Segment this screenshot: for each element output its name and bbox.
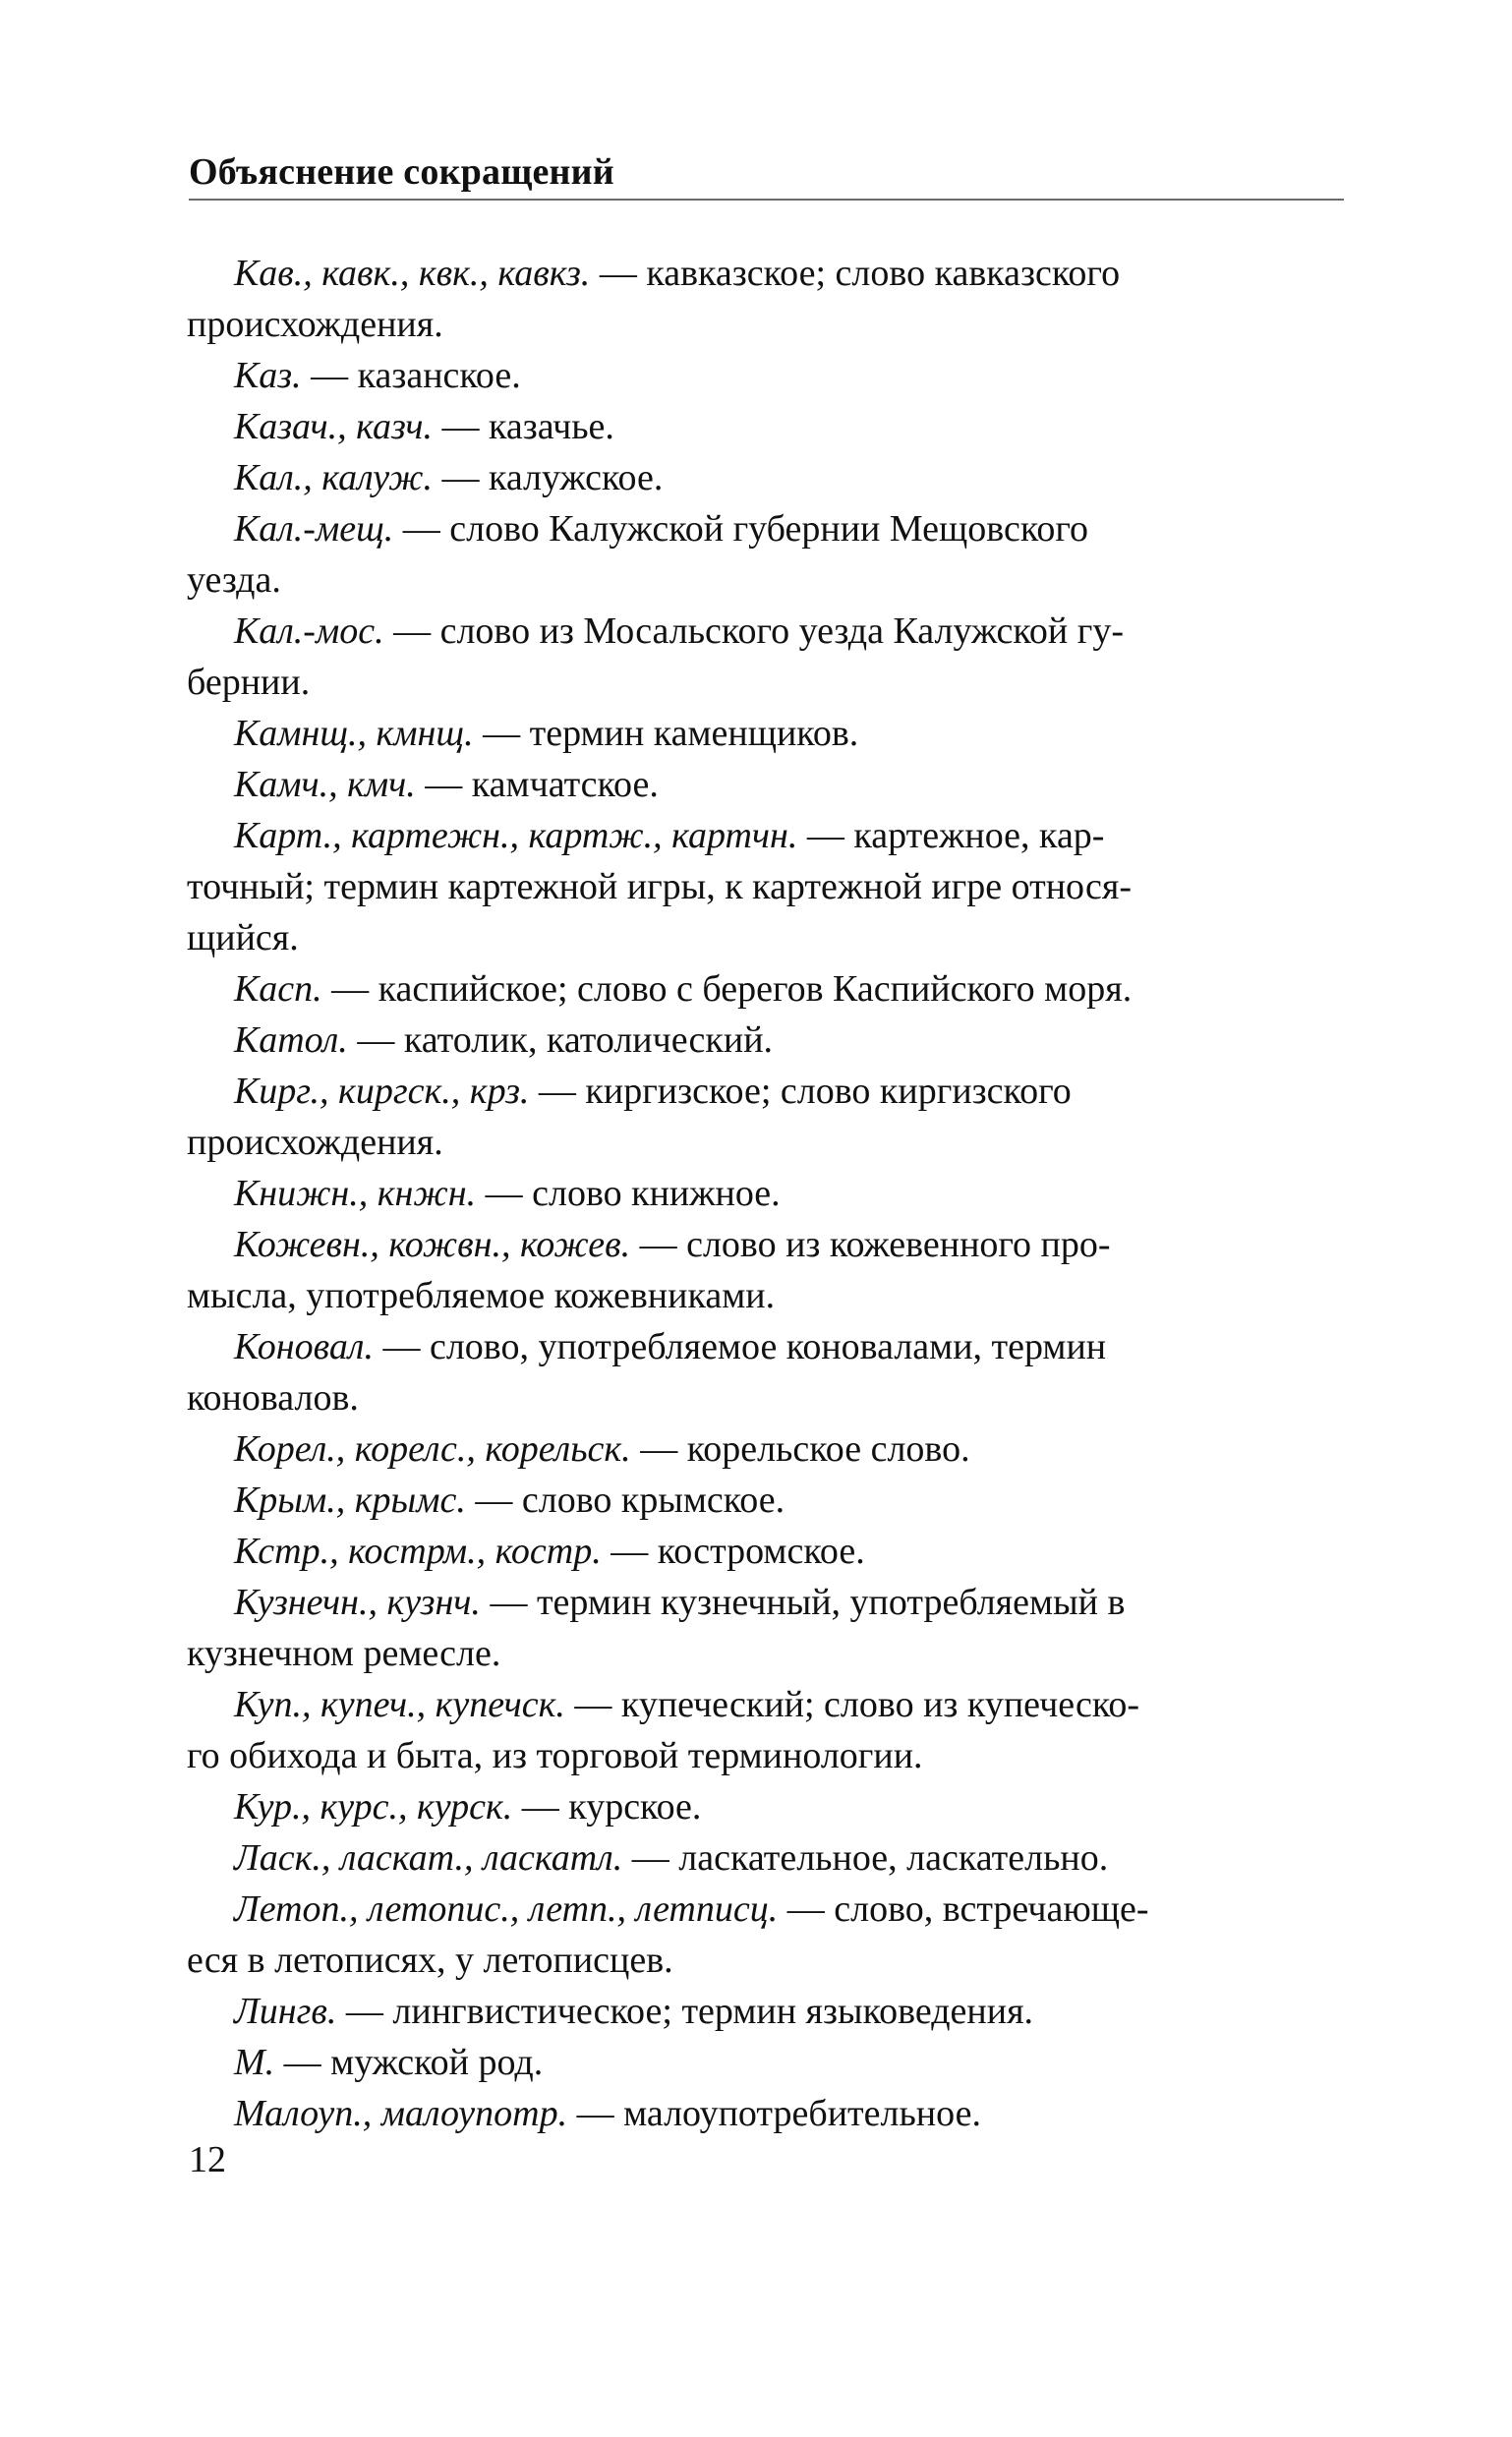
abbreviation-term: Кузнечн., кузнч. — [234, 1582, 481, 1623]
list-item — [234, 1168, 1293, 1219]
abbreviation-definition-cont: еся в летописях, у летописцев. — [187, 1940, 673, 1981]
list-item — [234, 810, 1293, 861]
abbreviation-definition-cont: точный; термин картежной игры, к картежной игре относя- — [187, 866, 1133, 907]
abbreviation-definition: — казанское. — [301, 355, 521, 396]
abbreviation-definition-cont: бернии. — [187, 662, 311, 703]
abbreviation-term: Кур., курс., курск. — [234, 1786, 513, 1828]
abbreviation-definition: — слово из кожевенного про- — [630, 1224, 1111, 1265]
abbreviation-definition: — слово, встречающе- — [778, 1888, 1149, 1930]
list-item — [234, 401, 1293, 452]
abbreviation-definition-cont: мысла, употребляемое кожевниками. — [187, 1275, 776, 1316]
abbreviation-term: Кал.-мещ. — [234, 508, 394, 550]
list-item-continuation — [187, 554, 1293, 606]
list-item — [234, 452, 1293, 503]
list-item-continuation — [187, 299, 1293, 350]
list-item — [234, 1526, 1293, 1577]
list-item-continuation — [187, 1628, 1293, 1679]
list-item-continuation — [187, 1270, 1293, 1321]
list-item — [234, 248, 1293, 299]
abbreviation-term: Кирг., киргск., крз. — [234, 1071, 530, 1112]
abbreviation-term: Касп. — [234, 968, 322, 1010]
abbreviation-list — [187, 248, 1293, 2139]
list-item-continuation — [187, 861, 1293, 912]
abbreviation-term: Кал.-мос. — [234, 610, 384, 652]
list-item — [234, 1475, 1293, 1526]
abbreviation-definition: — термин кузнечный, употребляемый в — [480, 1582, 1126, 1623]
abbreviation-definition: — кавказское; слово кавказского — [590, 253, 1121, 294]
abbreviation-definition: — картежное, кар- — [797, 815, 1105, 856]
list-item — [234, 1832, 1293, 1884]
list-item — [234, 1321, 1293, 1372]
list-item — [234, 1781, 1293, 1832]
abbreviation-definition: — слово, употребляемое коновалами, термин — [373, 1326, 1107, 1367]
abbreviation-definition-cont: го обихода и быта, из торговой терминологии. — [187, 1735, 923, 1776]
abbreviation-term: Камч., кмч. — [234, 764, 416, 805]
list-item-continuation — [187, 657, 1293, 708]
abbreviation-definition: — католик, католический. — [347, 1019, 774, 1061]
abbreviation-definition: — корельское слово. — [630, 1428, 970, 1470]
abbreviation-definition: — камчатское. — [415, 764, 659, 805]
abbreviation-definition: — казачье. — [432, 406, 614, 447]
list-item — [234, 1986, 1293, 2037]
list-item — [234, 1423, 1293, 1475]
abbreviation-definition: — слово книжное. — [476, 1173, 781, 1214]
abbreviation-term: Карт., картежн., картж., картчн. — [234, 815, 798, 856]
abbreviation-definition: — купеческий; слово из купеческо- — [564, 1684, 1140, 1725]
list-item — [234, 606, 1293, 657]
abbreviation-term: Летоп., летопис., летп., летписц. — [234, 1888, 779, 1930]
abbreviation-definition-cont: коновалов. — [187, 1377, 359, 1419]
abbreviation-definition-cont: происхождения. — [187, 304, 443, 345]
abbreviation-term: Кожевн., кожвн., кожев. — [234, 1224, 631, 1265]
abbreviation-definition-cont: щийся. — [187, 917, 299, 958]
abbreviation-definition: — костромское. — [601, 1531, 865, 1572]
abbreviation-term: Кстр., кострм., костр. — [234, 1531, 602, 1572]
abbreviation-term: М. — [234, 2042, 275, 2083]
list-item-continuation — [187, 912, 1293, 963]
abbreviation-term: Кав., кавк., квк., кавкз. — [234, 253, 591, 294]
list-item — [234, 759, 1293, 810]
abbreviation-term: Корел., корелс., корельск. — [234, 1428, 631, 1470]
abbreviation-definition: — курское. — [512, 1786, 702, 1828]
abbreviation-term: Кал., калуж. — [234, 457, 433, 498]
page-number: 12 — [189, 2139, 226, 2180]
abbreviation-definition: — малоупотребительное. — [567, 2093, 981, 2134]
abbreviation-definition: — киргизское; слово киргизского — [529, 1071, 1072, 1112]
abbreviation-definition: — лингвистическое; термин языковедения. — [336, 1991, 1034, 2032]
abbreviation-term: Малоуп., малоупотр. — [234, 2093, 568, 2134]
abbreviation-definition: — ласкательное, ласкательно. — [622, 1837, 1109, 1879]
abbreviation-definition-cont: происхождения. — [187, 1122, 443, 1163]
list-item-continuation — [187, 1730, 1293, 1781]
abbreviation-definition: — мужской род. — [274, 2042, 544, 2083]
list-item-continuation — [187, 1372, 1293, 1423]
list-item-continuation — [187, 1117, 1293, 1168]
abbreviation-term: Куп., купеч., купечск. — [234, 1684, 565, 1725]
list-item — [234, 2088, 1293, 2139]
list-item — [234, 1066, 1293, 1117]
abbreviation-definition: — слово из Мосальского уезда Калужской гу- — [383, 610, 1124, 652]
abbreviation-term: Лингв. — [234, 1991, 337, 2032]
list-item — [234, 1884, 1293, 1935]
abbreviation-definition: — слово крымское. — [465, 1480, 785, 1521]
list-item — [234, 963, 1293, 1015]
list-item-continuation — [187, 1935, 1293, 1986]
abbreviation-term: Коновал. — [234, 1326, 374, 1367]
list-item — [234, 1577, 1293, 1628]
page-title: Объяснение сокращений — [189, 151, 614, 193]
list-item — [234, 1219, 1293, 1270]
abbreviation-definition: — термин каменщиков. — [473, 713, 859, 754]
running-head — [189, 149, 1344, 201]
list-item — [234, 503, 1293, 554]
abbreviation-term: Камнщ., кмнщ. — [234, 713, 474, 754]
abbreviation-term: Ласк., ласкат., ласкатл. — [234, 1837, 623, 1879]
abbreviation-term: Катол. — [234, 1019, 348, 1061]
list-item — [234, 350, 1293, 401]
list-item — [234, 708, 1293, 759]
abbreviation-definition: — калужское. — [432, 457, 664, 498]
list-item — [234, 2037, 1293, 2088]
abbreviation-definition-cont: кузнечном ремесле. — [187, 1633, 501, 1674]
abbreviation-term: Крым., крымс. — [234, 1480, 466, 1521]
abbreviation-definition: — каспийское; слово с берегов Каспийского моря. — [321, 968, 1133, 1010]
abbreviation-term: Каз. — [234, 355, 302, 396]
abbreviation-term: Казач., казч. — [234, 406, 433, 447]
list-item — [234, 1679, 1293, 1730]
abbreviation-term: Книжн., кнжн. — [234, 1173, 477, 1214]
list-item — [234, 1015, 1293, 1066]
abbreviation-definition: — слово Калужской губернии Мещовского — [393, 508, 1089, 550]
abbreviation-definition-cont: уезда. — [187, 559, 281, 601]
